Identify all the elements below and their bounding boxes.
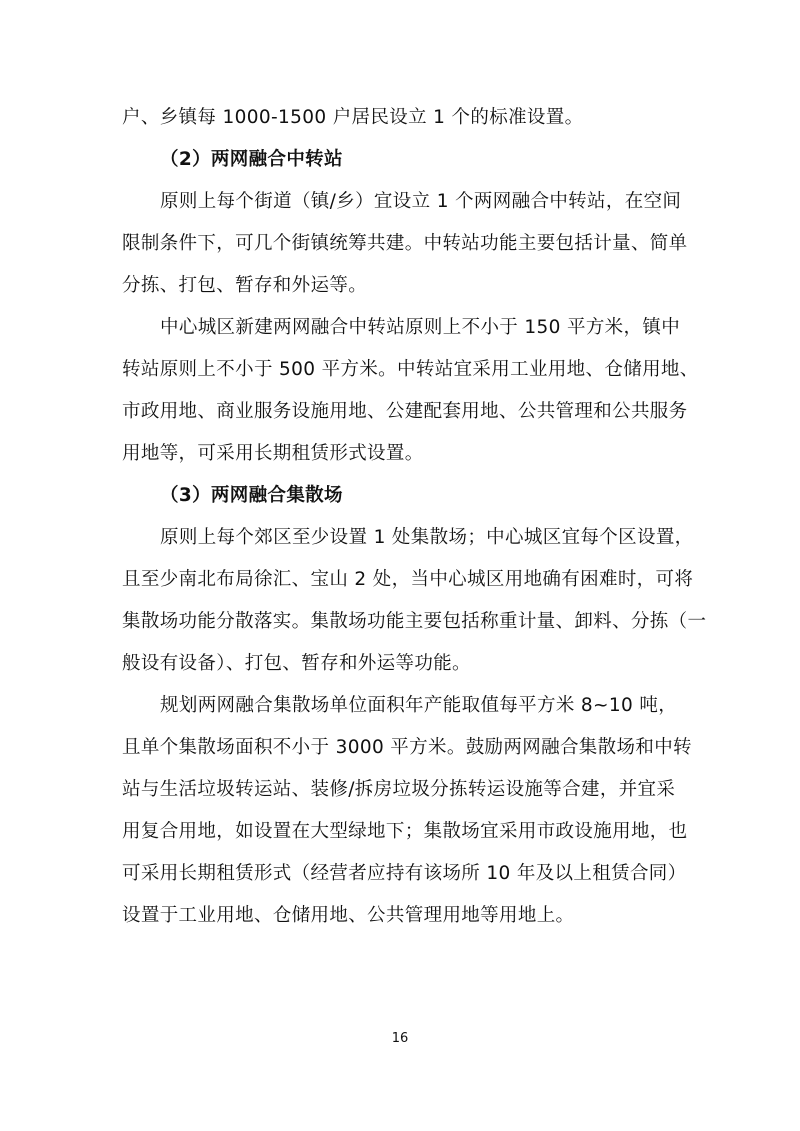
paragraph-line: 原则上每个郊区至少设置 1 处集散场；中心城区宜每个区设置， (160, 527, 694, 548)
page-number: 16 (391, 1031, 409, 1046)
paragraph-line: 市政用地、商业服务设施用地、公建配套用地、公共管理和公共服务 (122, 401, 688, 422)
paragraph-line: 原则上每个街道（镇/乡）宜设立 1 个两网融合中转站，在空间 (160, 191, 682, 212)
paragraph-line: 用复合用地，如设置在大型绿地下；集散场宜采用市政设施用地，也 (122, 821, 688, 842)
paragraph-line: 且至少南北布局徐汇、宝山 2 处，当中心城区用地确有困难时，可将 (122, 569, 694, 590)
section-heading-transfer-station: （2）两网融合中转站 (160, 149, 343, 170)
paragraph-line: 限制条件下，可几个街镇统筹共建。中转站功能主要包括计量、简单 (122, 233, 688, 254)
paragraph-line: 户、乡镇每 1000-1500 户居民设立 1 个的标准设置。 (122, 107, 584, 128)
paragraph-line: 可采用长期租赁形式（经营者应持有该场所 10 年及以上租赁合同） (122, 863, 687, 884)
paragraph-line: 集散场功能分散落实。集散场功能主要包括称重计量、卸料、分拣（一 (122, 611, 707, 632)
paragraph-line: 规划两网融合集散场单位面积年产能取值每平方米 8~10 吨， (160, 695, 678, 716)
paragraph-line: 设置于工业用地、仓储用地、公共管理用地等用地上。 (122, 905, 575, 926)
paragraph-line: 且单个集散场面积不小于 3000 平方米。鼓励两网融合集散场和中转 (122, 737, 692, 758)
paragraph-line: 分拣、打包、暂存和外运等。 (122, 275, 368, 296)
paragraph-line: 中心城区新建两网融合中转站原则上不小于 150 平方米，镇中 (160, 317, 681, 338)
paragraph-line: 般设有设备）、打包、暂存和外运等功能。 (122, 653, 471, 674)
paragraph-line: 用地等，可采用长期租赁形式设置。 (122, 443, 424, 464)
section-heading-distribution-yard: （3）两网融合集散场 (160, 485, 343, 506)
paragraph-line: 站与生活垃圾转运站、装修/拆房垃圾分拣转运设施等合建，并宜采 (122, 779, 676, 800)
paragraph-line: 转站原则上不小于 500 平方米。中转站宜采用工业用地、仓储用地、 (122, 359, 699, 380)
